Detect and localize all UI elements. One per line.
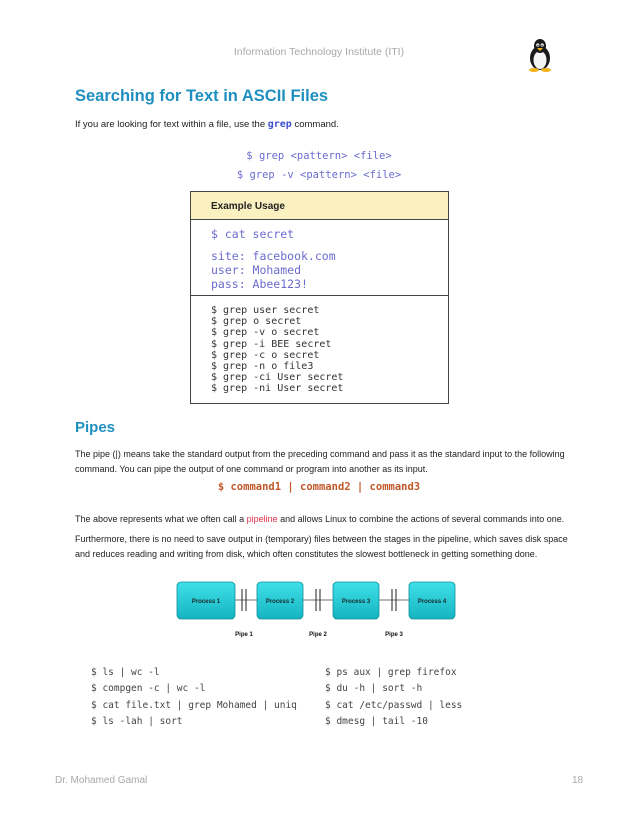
- grep-command-line: $ grep -c o secret: [211, 349, 320, 361]
- pipe-example-line: $ du -h | sort -h: [325, 683, 423, 695]
- cat-output-line: pass: Abee123!: [211, 277, 308, 291]
- pipes-paragraph-3: Furthermore, there is no need to save output in (temporary) files between the stages in the pipeline, which saves disk space and reduces reading and writing from disk, which often constitutes the slowest bottleneck in getting something done.: [75, 534, 568, 559]
- pipe-example-line: $ ls -lah | sort: [91, 715, 183, 727]
- pipe-example-line: $ ls | wc -l: [91, 667, 160, 678]
- footer-author: Dr. Mohamed Gamal: [55, 775, 148, 786]
- cat-output: [211, 249, 336, 291]
- grep-command-line: $ grep -n o file3: [211, 361, 314, 373]
- grep-syntax-2: $ grep -v <pattern> <file>: [236, 169, 402, 181]
- intro-text-after: command.: [291, 119, 339, 130]
- process-label: Process 3: [341, 599, 371, 605]
- grep-command-line: $ grep -i BEE secret: [211, 338, 332, 350]
- pipe-label: Pipe 1: [235, 632, 253, 638]
- grep-command-line: $ grep -ci User secret: [211, 372, 344, 384]
- example-usage-box: [190, 191, 449, 404]
- pipe-example-line: $ ps aux | grep firefox: [325, 667, 457, 678]
- pipe-example-line: $ dmesg | tail -10: [325, 715, 428, 727]
- grep-commands-list: [211, 305, 343, 395]
- pipe-label: Pipe 3: [385, 632, 403, 638]
- process-label: Process 2: [265, 599, 295, 605]
- grep-command-line: $ grep -v o secret: [211, 327, 320, 339]
- pipe-example-line: $ cat /etc/passwd | less: [325, 699, 463, 711]
- para2-before: The above represents what we often call a: [75, 514, 247, 524]
- pipeline-diagram: [175, 575, 465, 645]
- section-title-pipes: Pipes: [75, 419, 116, 436]
- intro-text-before: If you are looking for text within a file, use the: [75, 119, 268, 130]
- cat-command: $ cat secret: [211, 227, 295, 241]
- pipe-example-line: $ cat file.txt | grep Mohamed | uniq: [91, 699, 297, 711]
- cat-section: [191, 220, 448, 296]
- grep-syntax-1: $ grep <pattern> <file>: [246, 150, 392, 162]
- grep-command-line: $ grep user secret: [211, 305, 320, 316]
- para2-after: and allows Linux to combine the actions of several commands into one.: [277, 514, 565, 524]
- process-label: Process 4: [417, 599, 447, 605]
- pipe-example-line: $ compgen -c | wc -l: [91, 683, 206, 695]
- page-header: Information Technology Institute (ITI): [233, 46, 405, 58]
- process-label: Process 1: [191, 599, 221, 605]
- intro-command: grep: [267, 119, 292, 130]
- grep-command-line: $ grep -ni User secret: [211, 383, 344, 395]
- pipe-examples-right: [325, 665, 462, 730]
- example-usage-title: Example Usage: [211, 201, 285, 212]
- section-title-grep: Searching for Text in ASCII Files: [75, 87, 329, 105]
- pipes-paragraph-1: The pipe (|) means take the standard output from the preceding command and pass it as the standard input to the following command. You can pipe the output of one command or program into another as its input.: [75, 449, 565, 474]
- grep-intro: [75, 119, 339, 130]
- pipe-examples-left: [91, 665, 297, 730]
- cat-output-line: user: Mohamed: [211, 263, 302, 277]
- cat-output-line: site: facebook.com: [211, 249, 336, 263]
- grep-command-line: $ grep o secret: [211, 316, 302, 328]
- pipeline-highlight: pipeline: [246, 514, 278, 524]
- tux-penguin-icon: [524, 38, 556, 72]
- pipe-command-example: $ command1 | command2 | command3: [217, 481, 421, 493]
- example-usage-header: [191, 192, 448, 220]
- pipe-label: Pipe 2: [309, 632, 327, 638]
- pipes-paragraph-2: [75, 512, 575, 527]
- page-number: 18: [572, 775, 584, 786]
